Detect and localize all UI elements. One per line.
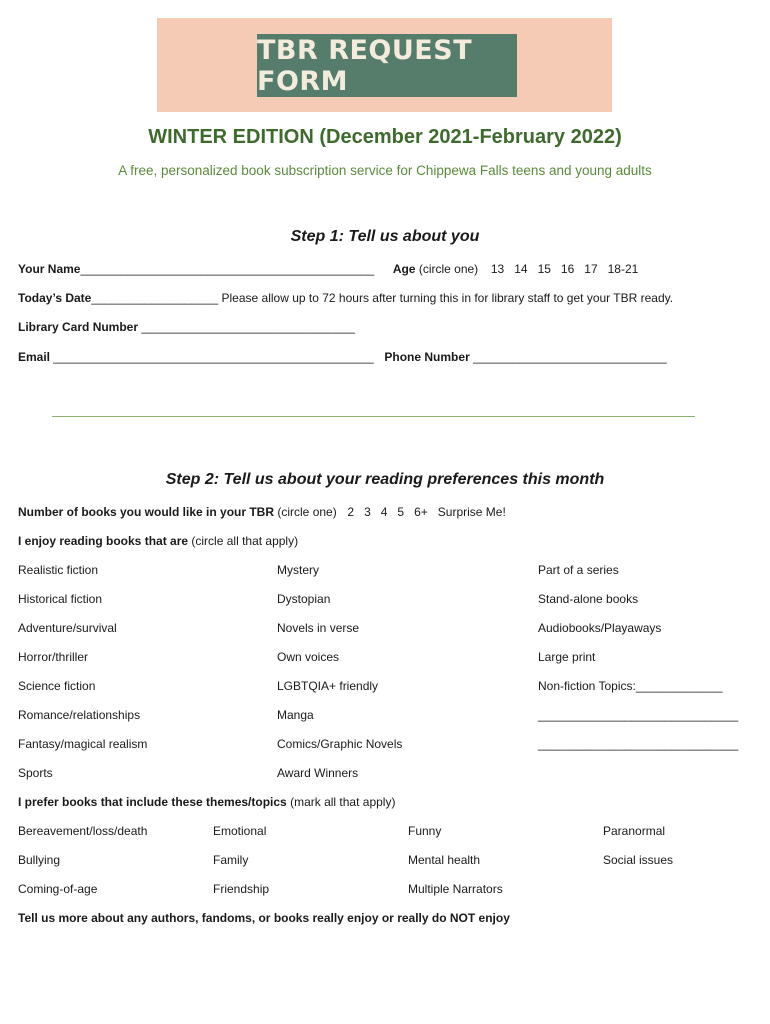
theme-option[interactable]: Funny xyxy=(408,824,442,838)
themes-row xyxy=(18,795,395,809)
date-note: Please allow up to 72 hours after turning this in for library staff to get your TBR ready. xyxy=(221,291,674,305)
theme-option[interactable]: Friendship xyxy=(213,882,270,896)
books-count-row xyxy=(18,505,506,519)
theme-option[interactable]: Coming-of-age xyxy=(18,882,98,896)
nonfiction-topics-line[interactable]: ______________________________ xyxy=(538,737,739,751)
genre-option[interactable]: Sports xyxy=(18,766,53,780)
theme-option[interactable]: Multiple Narrators xyxy=(408,882,503,896)
edition-title: WINTER EDITION (December 2021-February 2022) xyxy=(148,126,622,148)
books-count-options[interactable]: 2 3 4 5 6+ Surprise Me! xyxy=(347,505,506,519)
genre-option[interactable]: Own voices xyxy=(277,650,340,664)
genre-option[interactable]: Manga xyxy=(277,708,314,722)
step1-heading: Step 1: Tell us about you xyxy=(290,228,480,245)
genre-option[interactable]: Romance/relationships xyxy=(18,708,141,722)
theme-option[interactable]: Emotional xyxy=(213,824,267,838)
age-instruction: (circle one) xyxy=(418,262,479,276)
genre-option[interactable]: Mystery xyxy=(277,563,319,577)
date-field[interactable]: ___________________ xyxy=(91,291,219,305)
section-divider xyxy=(52,416,695,417)
card-field[interactable]: ________________________________ xyxy=(141,320,355,334)
phone-field[interactable]: _____________________________ xyxy=(473,350,667,364)
card-label: Library Card Number xyxy=(18,320,139,334)
genre-option[interactable]: Audiobooks/Playaways xyxy=(538,621,662,635)
email-phone-row xyxy=(18,350,667,364)
theme-option[interactable]: Mental health xyxy=(408,853,481,867)
more-label: Tell us more about any authors, fandoms, or books really enjoy or really do NOT enjoy xyxy=(18,911,510,925)
genre-option[interactable]: Dystopian xyxy=(277,592,331,606)
genre-option[interactable]: Fantasy/magical realism xyxy=(18,737,148,751)
nonfiction-topics-line[interactable]: ______________________________ xyxy=(538,708,739,722)
theme-option[interactable]: Family xyxy=(213,853,249,867)
age-label: Age xyxy=(392,262,416,276)
genre-option[interactable]: LGBTQIA+ friendly xyxy=(277,679,379,693)
books-count-instruction: (circle one) xyxy=(277,505,337,519)
enjoy-label: I enjoy reading books that are xyxy=(18,534,189,548)
genre-option[interactable]: Science fiction xyxy=(18,679,96,693)
step2-heading: Step 2: Tell us about your reading preferences this month xyxy=(165,471,605,488)
date-row xyxy=(18,291,673,305)
name-age-row xyxy=(18,262,638,276)
name-label: Your Name xyxy=(18,262,81,276)
theme-option[interactable]: Bereavement/loss/death xyxy=(18,824,148,838)
phone-label: Phone Number xyxy=(384,350,470,364)
theme-option[interactable]: Bullying xyxy=(18,853,61,867)
genre-option[interactable]: Realistic fiction xyxy=(18,563,99,577)
genre-option[interactable]: Historical fiction xyxy=(18,592,103,606)
banner-title: TBR REQUEST FORM xyxy=(257,34,517,97)
email-field[interactable]: ________________________________________________ xyxy=(53,350,374,364)
enjoy-row xyxy=(18,534,298,548)
genre-option[interactable]: Award Winners xyxy=(277,766,359,780)
themes-label: I prefer books that include these themes/topics xyxy=(18,795,287,809)
genre-option[interactable]: Stand-alone books xyxy=(538,592,639,606)
card-row xyxy=(18,320,355,334)
nonfiction-topics-field[interactable]: Non-fiction Topics:_____________ xyxy=(538,679,723,693)
date-label: Today’s Date xyxy=(18,291,92,305)
header-banner xyxy=(157,18,612,112)
subtitle: A free, personalized book subscription service for Chippewa Falls teens and young adults xyxy=(118,163,652,178)
genre-option[interactable]: Adventure/survival xyxy=(18,621,117,635)
genre-option[interactable]: Comics/Graphic Novels xyxy=(277,737,403,751)
genre-option[interactable]: Large print xyxy=(538,650,596,664)
genre-option[interactable]: Horror/thriller xyxy=(18,650,89,664)
enjoy-instruction: (circle all that apply) xyxy=(191,534,299,548)
name-field[interactable]: ____________________________________________ xyxy=(80,262,375,276)
books-count-label: Number of books you would like in your TBR xyxy=(18,505,275,519)
genre-option[interactable]: Novels in verse xyxy=(277,621,360,635)
email-label: Email xyxy=(18,350,51,364)
theme-option[interactable]: Paranormal xyxy=(603,824,666,838)
age-options[interactable]: 13 14 15 16 17 18-21 xyxy=(490,262,639,276)
theme-option[interactable]: Social issues xyxy=(603,853,674,867)
themes-instruction: (mark all that apply) xyxy=(290,795,396,809)
genre-option[interactable]: Part of a series xyxy=(538,563,619,577)
